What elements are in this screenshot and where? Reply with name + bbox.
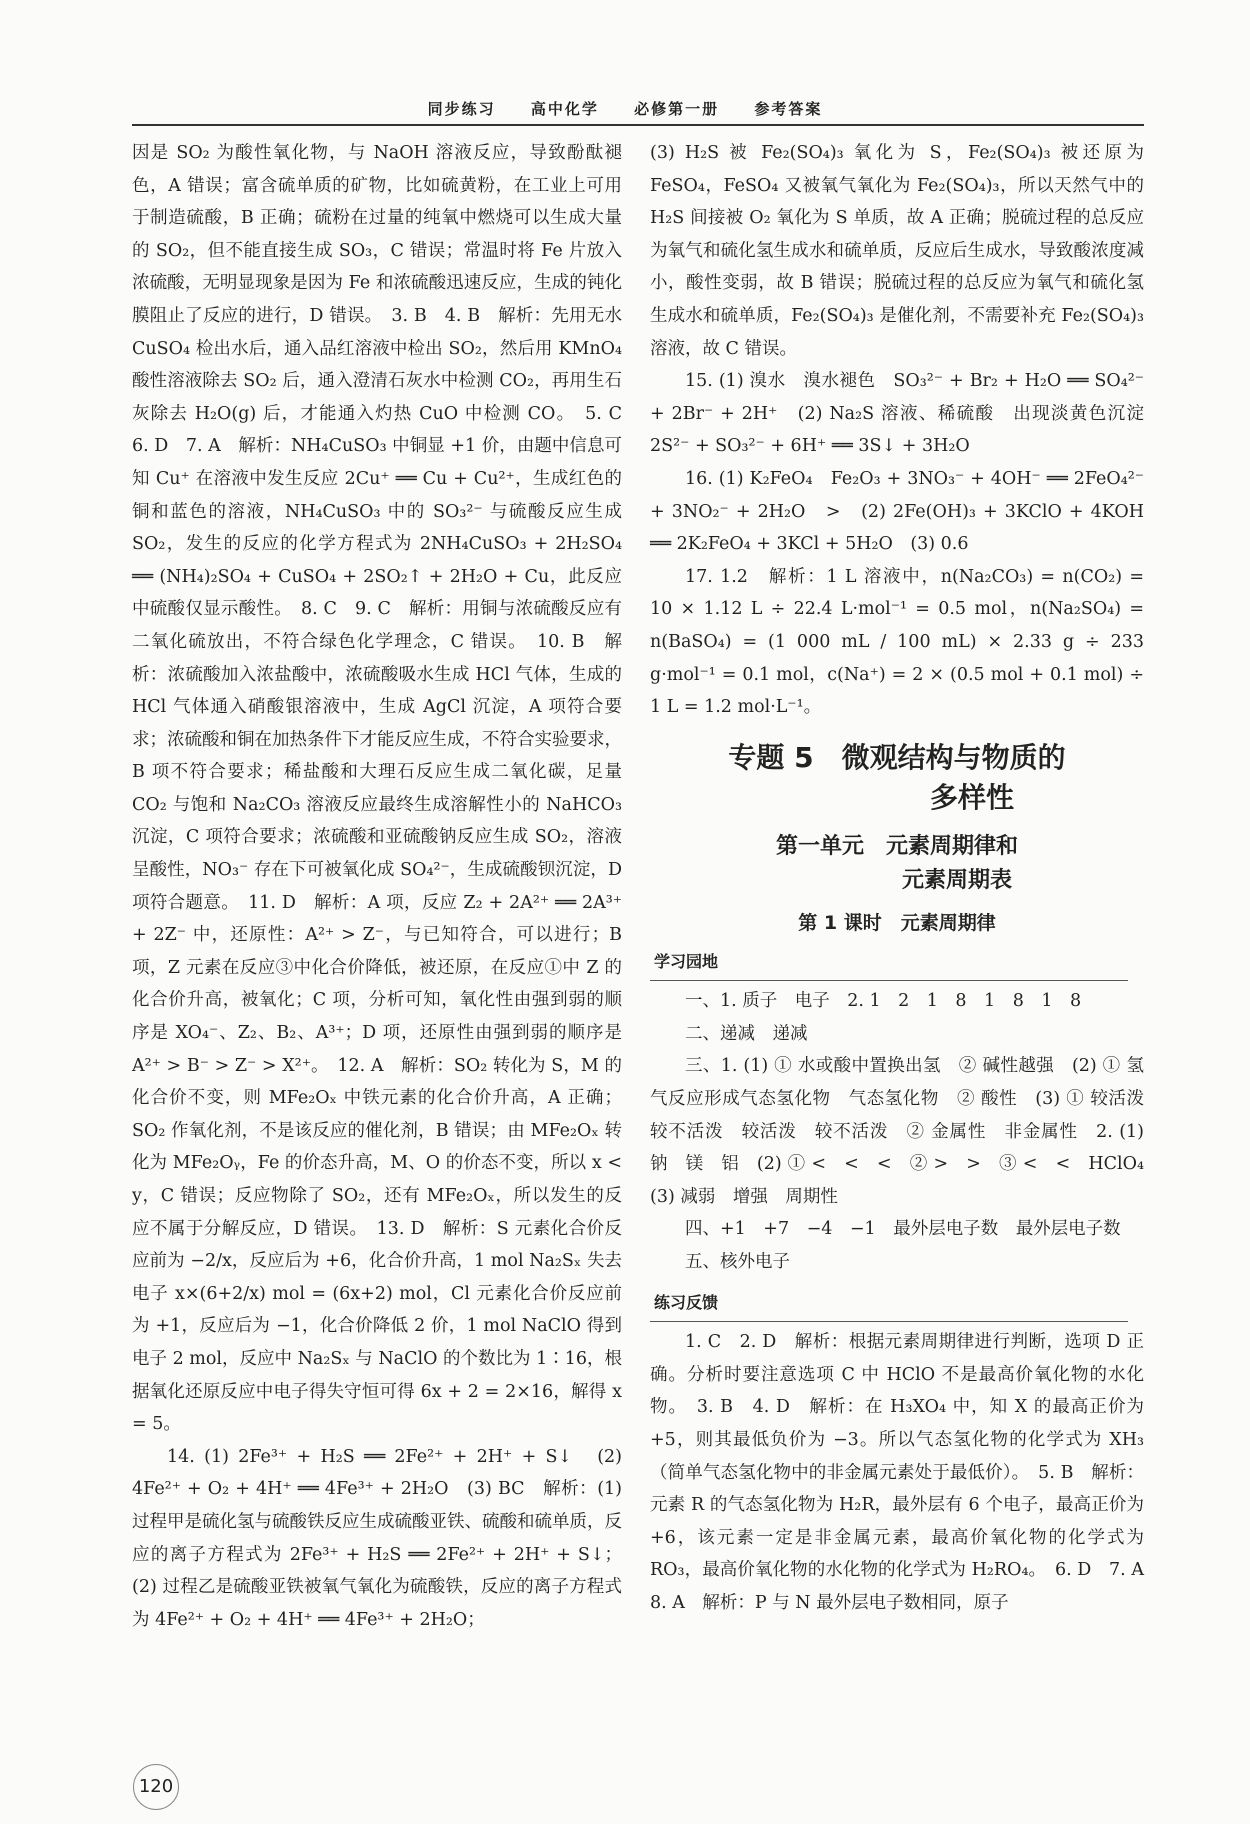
unit-title-line1: 第一单元 元素周期律和 bbox=[775, 833, 1018, 859]
practice-section-tag: 练习反馈 bbox=[650, 1285, 1128, 1323]
study-item: 一、1. 质子 电子 2. 1 2 1 8 1 8 1 8 bbox=[685, 991, 1082, 1012]
answer-paragraph: 16. (1) K₂FeO₄ Fe₂O₃ + 3NO₃⁻ + 4OH⁻ ══ 2FeO₄²⁻ + 3NO₂⁻ + 2H₂O > (2) 2Fe(OH)₃ + 3KClO + 4KOH ══ 2K₂FeO₄ + 3KCl + 5H₂O (3) 0.6 bbox=[650, 468, 1144, 555]
answer-paragraph: 因是 SO₂ 为酸性氧化物，与 NaOH 溶液反应，导致酚酞褪色，A 错误；富含硫单质的矿物，比如硫黄粉，在工业上可用于制造硫酸，B 正确；硫粉在过量的纯氧中燃烧可以生成大量的 SO₂，但不能直接生成 SO₃，C 错误；常温时将 Fe 片放入浓硫酸，无明显现象是因为 Fe 和浓硫酸迅速反应，生成的钝化膜阻止了反应的进行，D 错误。 3. B 4. B 解析：先用无水 CuSO₄ 检出水后，通入品红溶液中检出 SO₂，然后用 KMnO₄ 酸性溶液除去 SO₂ 后，通入澄清石灰水中检测 CO₂，再用生石灰除去 H₂O(g) 后，才能通入灼热 CuO 中检测 CO。 5. C 6. D 7. A 解析：NH₄CuSO₃ 中铜显 +1 价，由题中信息可知 Cu⁺ 在溶液中发生反应 2Cu⁺ ══ Cu + Cu²⁺，生成红色的铜和蓝色的溶液，NH₄CuSO₃ 中的 SO₃²⁻ 与硫酸反应生成 SO₂，发生的反应的化学方程式为 2NH₄CuSO₃ + 2H₂SO₄ ══ (NH₄)₂SO₄ + CuSO₄ + 2SO₂↑ + 2H₂O + Cu，此反应中硫酸仅显示酸性。 8. C 9. C 解析：用铜与浓硫酸反应有二氧化硫放出，不符合绿色化学理念，C 错误。 10. B 解析：浓硫酸加入浓盐酸中，浓硫酸吸水生成 HCl 气体，生成的 HCl 气体通入硝酸银溶液中，生成 AgCl 沉淀，A 项符合要求；浓硫酸和铜在加热条件下才能反应生成，不符合实验要求，B 项不符合要求；稀盐酸和大理石反应生成二氧化碳，足量 CO₂ 与饱和 Na₂CO₃ 溶液反应最终生成溶解性小的 NaHCO₃ 沉淀，C 项符合要求；浓硫酸和亚硫酸钠反应生成 SO₂，溶液呈酸性，NO₃⁻ 存在下可被氧化成 SO₄²⁻，生成硫酸钡沉淀，D 项符合题意。 11. D 解析：A 项，反应 Z₂ + 2A²⁺ ══ 2A³⁺ + 2Z⁻ 中，还原性：A²⁺ > Z⁻，与已知符合，可以进行；B 项，Z 元素在反应③中化合价降低，被还原，在反应①中 Z 的化合价升高，被氧化；C 项，分析可知，氧化性由强到弱的顺序是 XO₄⁻、Z₂、B₂、A³⁺；D 项，还原性由强到弱的顺序是 A²⁺ > B⁻ > Z⁻ > X²⁺。 12. A 解析：SO₂ 转化为 S，M 的化合价不变，则 MFe₂Oₓ 中铁元素的化合价升高，A 正确；SO₂ 作氧化剂，不是该反应的催化剂，B 错误；由 MFe₂Oₓ 转化为 MFe₂Oᵧ，Fe 的价态升高，M、O 的价态不变，所以 x < y，C 错误；反应物除了 SO₂，还有 MFe₂Oₓ，所以发生的反应不属于分解反应，D 错误。 13. D 解析：S 元素化合价反应前为 −2/x，反应后为 +6，化合价升高，1 mol Na₂Sₓ 失去电子 x×(6+2/x) mol = (6x+2) mol，Cl 元素化合价反应前为 +1，反应后为 −1，化合价降低 2 价，1 mol NaClO 得到电子 2 mol，反应中 Na₂Sₓ 与 NaClO 的个数比为 1∶16，根据氧化还原反应中电子得失守恒可得 6x + 2 = 2×16，解得 x = 5。 bbox=[132, 143, 640, 1435]
answer-paragraph: 17. 1.2 解析：1 L 溶液中，n(Na₂CO₃) = n(CO₂) = 10 × 1.12 L ÷ 22.4 L·mol⁻¹ = 0.5 mol，n(Na₂SO₄) = n(BaSO₄) = (1 000 mL / 100 mL) × 2.33 g ÷ 233 g·mol⁻¹ = 0.1 mol，c(Na⁺) = 2 × (0.5 mol + 0.1 mol) ÷ 1 L = 1.2 mol·L⁻¹。 bbox=[650, 566, 1144, 718]
study-section-tag: 学习园地 bbox=[650, 944, 1128, 982]
study-item: 二、递减 递减 bbox=[685, 1023, 808, 1044]
study-item: 五、核外电子 bbox=[685, 1252, 790, 1273]
practice-paragraph: 1. C 2. D 解析：根据元素周期律进行判断，选项 D 正确。分析时要注意选项 C 中 HClO 不是最高价氧化物的水化物。 3. B 4. D 解析：在 H₃XO₄ 中，知 X 的最高正价为 +5，则其最低负价为 −3。所以气态氢化物的化学式为 XH₃（简单气态氢化物中的非金属元素处于最低价）。 5. B 解析：元素 R 的气态氢化物为 H₂R，最外层有 6 个电子，最高正价为 +6，该元素一定是非金属元素，最高价氧化物的化学式为 RO₃，最高价氧化物的水化物的化学式为 H₂RO₄。 6. D 7. A 8. A 解析：P 与 N 最外层电子数相同，原子 bbox=[650, 1332, 1162, 1613]
answer-paragraph: 14. (1) 2Fe³⁺ + H₂S ══ 2Fe²⁺ + 2H⁺ + S↓ (2) 4Fe²⁺ + O₂ + 4H⁺ ══ 4Fe³⁺ + 2H₂O (3) BC 解析：(1) 过程甲是硫化氢与硫酸铁反应生成硫酸亚铁、硫酸和硫单质，反应的离子方程式为 2Fe³⁺ + H₂S ══ 2Fe²⁺ + 2H⁺ + S↓；(2) 过程乙是硫酸亚铁被氧气氧化为硫酸铁，反应的离子方程式为 4Fe²⁺ + O₂ + 4H⁺ ══ 4Fe³⁺ + 2H₂O； bbox=[132, 1446, 622, 1630]
right-column bbox=[650, 137, 1162, 1620]
unit-title bbox=[650, 830, 1144, 898]
left-column bbox=[132, 137, 640, 1636]
unit-title-line2: 元素周期表 bbox=[901, 867, 1012, 893]
topic-title-line2: 多样性 bbox=[929, 780, 1014, 814]
lesson-title: 第 1 课时 元素周期律 bbox=[798, 911, 996, 934]
answer-paragraph: 15. (1) 溴水 溴水褪色 SO₃²⁻ + Br₂ + H₂O ══ SO₄²⁻ + 2Br⁻ + 2H⁺ (2) Na₂S 溶液、稀硫酸 出现淡黄色沉淀 2S²⁻ + SO₃²⁻ + 6H⁺ ══ 3S↓ + 3H₂O bbox=[650, 371, 1162, 457]
header-rule bbox=[132, 124, 1144, 126]
header-item: 必修第一册 bbox=[634, 100, 720, 118]
header-item: 参考答案 bbox=[754, 100, 823, 118]
study-item: 四、+1 +7 −4 −1 最外层电子数 最外层电子数 bbox=[685, 1219, 1121, 1240]
study-item: 三、1. (1) ① 水或酸中置换出氢 ② 碱性越强 (2) ① 氢气反应形成气态氢化物 气态氢化物 ② 酸性 (3) ① 较活泼 较不活泼 较活泼 较不活泼 ② 金属性 非金属性 2. (1) 钠 镁 铝 (2) ① < < < ② > > ③ < < HClO₄ (3) 减弱 增强 周期性 bbox=[650, 1056, 1162, 1207]
header-item: 高中化学 bbox=[530, 100, 599, 118]
answer-paragraph: (3) H₂S 被 Fe₂(SO₄)₃ 氧化为 S，Fe₂(SO₄)₃ 被还原为 FeSO₄，FeSO₄ 又被氧气氧化为 Fe₂(SO₄)₃，所以天然气中的 H₂S 间接被 O₂ 氧化为 S 单质，故 A 正确；脱硫过程的总反应为氧气和硫化氢生成水和硫单质，反应后生成水，导致酸浓度减小，酸性变弱，故 B 错误；脱硫过程的总反应为氧气和硫化氢生成水和硫单质，Fe₂(SO₄)₃ 是催化剂，不需要补充 Fe₂(SO₄)₃ 溶液，故 C 错误。 bbox=[650, 143, 1144, 359]
topic-title bbox=[650, 738, 1144, 818]
topic-title-line1: 专题 5 微观结构与物质的 bbox=[728, 740, 1066, 774]
page-number: 120 bbox=[133, 1764, 179, 1810]
header-item: 同步练习 bbox=[427, 100, 496, 118]
running-header bbox=[0, 98, 1250, 119]
